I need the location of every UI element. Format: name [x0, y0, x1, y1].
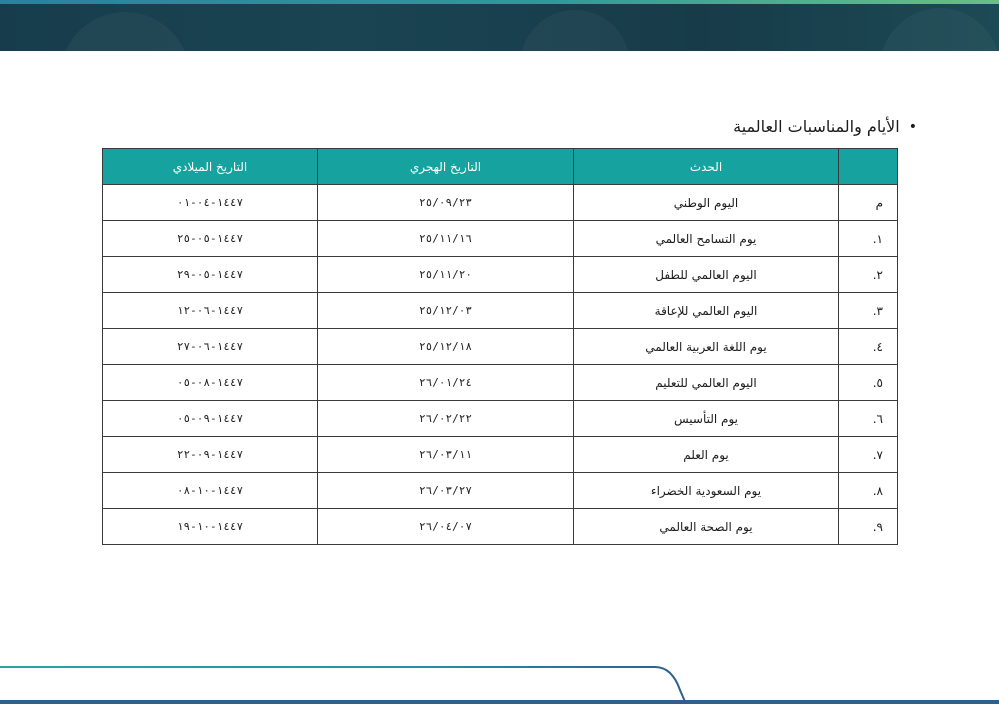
row-number-cell: ٤.: [839, 329, 898, 365]
event-name-cell: اليوم العالمي للتعليم: [574, 365, 839, 401]
table-row: [103, 473, 898, 509]
table-row: [103, 365, 898, 401]
banner-accent-line: [0, 0, 999, 4]
hijri-date-cell: ٢٦/٠٣/٢٧: [318, 473, 574, 509]
row-number-cell: ٢.: [839, 257, 898, 293]
banner-decoration: [880, 8, 999, 51]
row-number-cell: ٣.: [839, 293, 898, 329]
header-event: الحدث: [574, 149, 839, 185]
hijri-date-cell: ٢٥/١٢/١٨: [318, 329, 574, 365]
table-row: [103, 221, 898, 257]
frame-bottom-bar: [0, 700, 999, 704]
row-number-cell: ٥.: [839, 365, 898, 401]
table-row: [103, 185, 898, 221]
hijri-date-cell: ٢٥/١١/٢٠: [318, 257, 574, 293]
row-number-cell: ٦.: [839, 401, 898, 437]
frame-curve-line: [0, 667, 686, 704]
hijri-date-cell: ٢٦/٠٤/٠٧: [318, 509, 574, 545]
table-row: [103, 401, 898, 437]
gregorian-date-cell: ١٤٤٧-٠٤-٠١: [103, 185, 318, 221]
section-heading: [733, 117, 917, 136]
header-number: [839, 149, 898, 185]
table-header-row: [103, 149, 898, 185]
table-row: [103, 293, 898, 329]
row-number-cell: ٨.: [839, 473, 898, 509]
table-row: [103, 437, 898, 473]
row-number-cell: ١.: [839, 221, 898, 257]
event-name-cell: يوم التأسيس: [574, 401, 839, 437]
table-row: [103, 509, 898, 545]
gregorian-date-cell: ١٤٤٧-٠٩-٢٢: [103, 437, 318, 473]
event-name-cell: يوم الصحة العالمي: [574, 509, 839, 545]
gregorian-date-cell: ١٤٤٧-٠٦-٢٧: [103, 329, 318, 365]
event-name-cell: يوم اللغة العربية العالمي: [574, 329, 839, 365]
row-number-cell: ٧.: [839, 437, 898, 473]
hijri-date-cell: ٢٦/٠١/٢٤: [318, 365, 574, 401]
row-number-cell: م: [839, 185, 898, 221]
hijri-date-cell: ٢٦/٠٢/٢٢: [318, 401, 574, 437]
event-name-cell: يوم العلم: [574, 437, 839, 473]
gregorian-date-cell: ١٤٤٧-٠٨-٠٥: [103, 365, 318, 401]
gregorian-date-cell: ١٤٤٧-٠٦-١٢: [103, 293, 318, 329]
hijri-date-cell: ٢٦/٠٣/١١: [318, 437, 574, 473]
table-body: [103, 185, 898, 545]
event-name-cell: اليوم الوطني: [574, 185, 839, 221]
events-table: [102, 148, 898, 545]
table-row: [103, 329, 898, 365]
gregorian-date-cell: ١٤٤٧-٠٩-٠٥: [103, 401, 318, 437]
top-banner: [0, 0, 999, 51]
gregorian-date-cell: ١٤٤٧-١٠-١٩: [103, 509, 318, 545]
row-number-cell: ٩.: [839, 509, 898, 545]
gregorian-date-cell: ١٤٤٧-٠٥-٢٩: [103, 257, 318, 293]
event-name-cell: اليوم العالمي للطفل: [574, 257, 839, 293]
table-row: [103, 257, 898, 293]
event-name-cell: اليوم العالمي للإعاقة: [574, 293, 839, 329]
gregorian-date-cell: ١٤٤٧-١٠-٠٨: [103, 473, 318, 509]
gregorian-date-cell: ١٤٤٧-٠٥-٢٥: [103, 221, 318, 257]
banner-decoration: [520, 10, 630, 51]
header-hijri-date: التاريخ الهجري: [318, 149, 574, 185]
bullet-icon: •: [908, 118, 917, 135]
header-gregorian-date: التاريخ الميلادي: [103, 149, 318, 185]
event-name-cell: يوم السعودية الخضراء: [574, 473, 839, 509]
section-title: الأيام والمناسبات العالمية: [733, 117, 900, 136]
hijri-date-cell: ٢٥/٠٩/٢٣: [318, 185, 574, 221]
hijri-date-cell: ٢٥/١٢/٠٣: [318, 293, 574, 329]
event-name-cell: يوم التسامح العالمي: [574, 221, 839, 257]
hijri-date-cell: ٢٥/١١/١٦: [318, 221, 574, 257]
banner-decoration: [60, 12, 190, 51]
